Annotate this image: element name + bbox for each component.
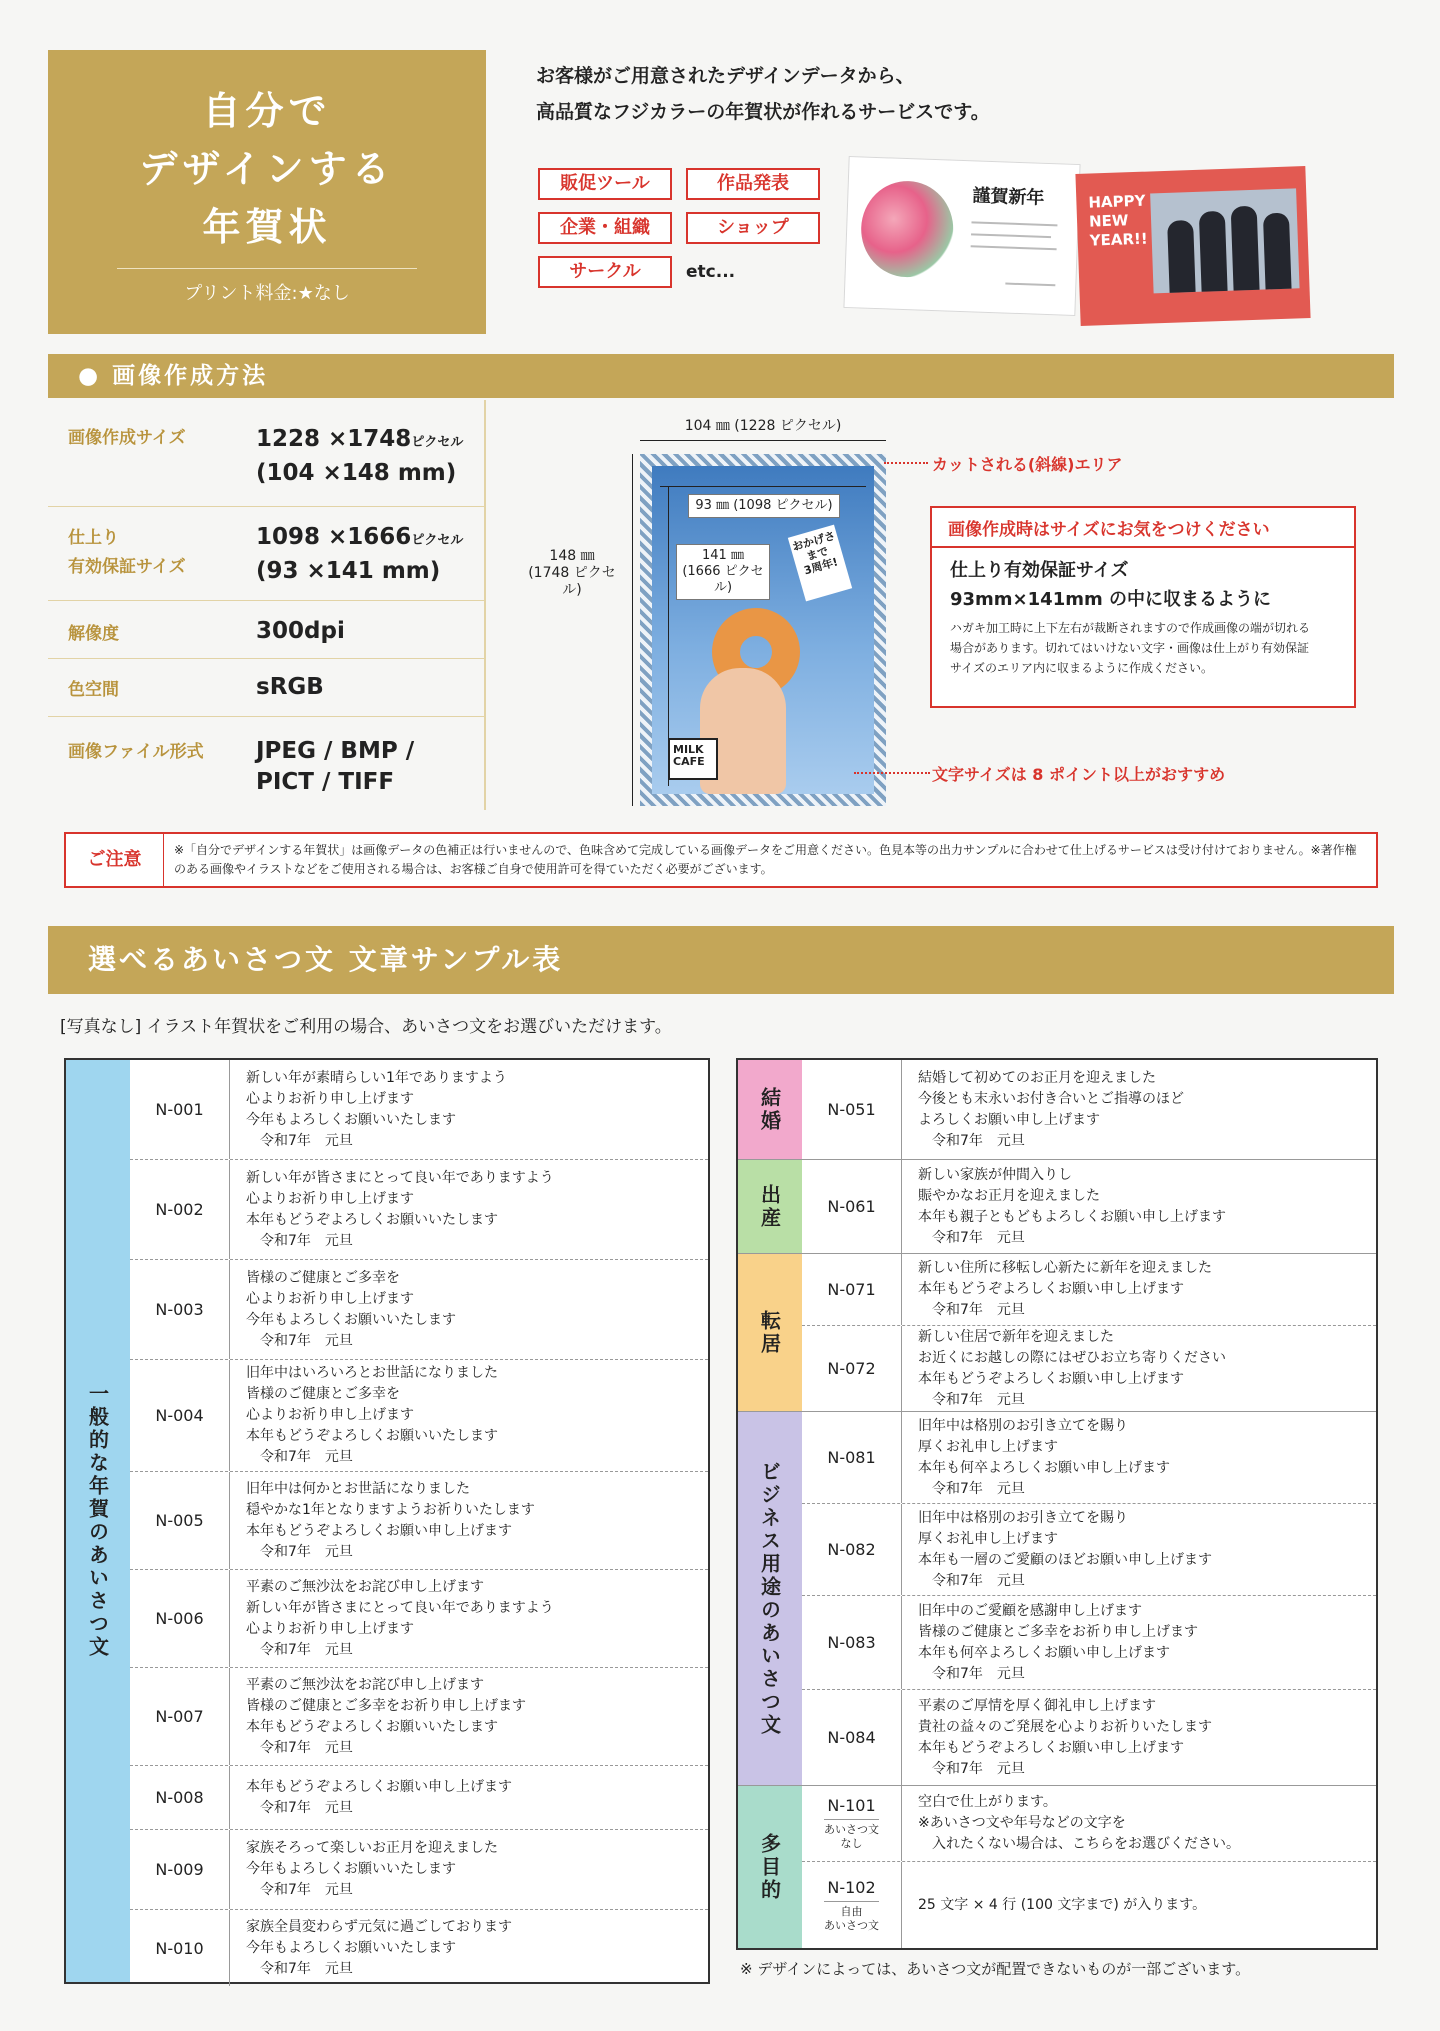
tag-promo: 販促ツール (538, 168, 672, 200)
spec-finish-mm: (93 ×141 mm) (256, 558, 441, 584)
greeting-text: 25 文字 × 4 行 (100 文字まで) が入ります。 (918, 1896, 1207, 1913)
greeting-text: 皆様のご健康とご多幸を 心よりお祈り申し上げます 今年もよろしくお願いいたします 令和7年 元旦 (246, 1269, 456, 1349)
greetings-table-special (736, 1058, 1378, 1950)
text-line (971, 233, 1051, 238)
divider (48, 506, 486, 507)
tag-company: 企業・組織 (538, 212, 672, 244)
greeting-code: N-008 (130, 1766, 230, 1829)
greeting-text: 平素のご無沙汰をお詫び申し上げます 新しい年が皆さまにとって良い年でありますよう 心よりお祈り申し上げます 令和7年 元旦 (246, 1578, 554, 1658)
greeting-code-label: N-072 (827, 1359, 876, 1378)
caution-text: ※「自分でデザインする年賀状」は画像データの色補正は行いませんので、色味含めて完成している画像データをご用意ください。色見本等の出力サンプルに合わせて仕上げるサービスは受け付けておりません。※著作権のある画像やイラストなどをご使用される場合は、お客様ご自身で使用許可を得ていただく必要がございます。 (174, 843, 1357, 876)
print-fee: プリント料金:★なし (184, 283, 350, 304)
greeting-row (130, 1160, 708, 1260)
greeting-row (130, 1830, 708, 1910)
caution-box (64, 832, 1378, 888)
greeting-code-label: N-084 (827, 1728, 876, 1747)
greeting-code (802, 1862, 902, 1948)
greetings-table-general (64, 1058, 710, 1984)
category-0: 結婚 (738, 1060, 802, 1160)
sample-card-photo (1075, 166, 1310, 326)
greeting-code: N-009 (130, 1830, 230, 1909)
dimension-line (632, 454, 633, 806)
spec-label-resolution: 解像度 (68, 624, 119, 644)
greeting-code (802, 1786, 902, 1861)
greeting-code: N-007 (130, 1668, 230, 1765)
greeting-code (802, 1160, 902, 1253)
greeting-row (130, 1360, 708, 1472)
person (1199, 211, 1228, 292)
greeting-code: N-002 (130, 1160, 230, 1259)
spec-value-resolution: 300dpi (256, 618, 345, 644)
tag-shop: ショップ (686, 212, 820, 244)
greeting-code-label: N-061 (827, 1197, 876, 1216)
spec-label-size: 画像作成サイズ (68, 428, 186, 448)
greeting-row (802, 1690, 1376, 1786)
diagram-height-label: 148 ㎜ (1748 ピクセル) (528, 548, 616, 598)
greeting-code-label: N-083 (827, 1633, 876, 1652)
milk-cafe-logo: MILK CAFE (668, 738, 718, 780)
spec-label-format: 画像ファイル形式 (68, 742, 204, 762)
person (1167, 220, 1195, 293)
divider (484, 400, 486, 810)
intro-line-1: お客様がご用意されたデザインデータから、 (536, 65, 915, 87)
greeting-code-label: N-102 (827, 1877, 876, 1897)
greeting-code: N-001 (130, 1060, 230, 1159)
size-caution-detail: ハガキ加工時に上下左右が裁断されますので作成画像の端が切れる 場合があります。切れてはいけない文字・画像は仕上がり有効保証 サイズのエリア内に収まるように作成ください。 (950, 621, 1311, 675)
person (1263, 213, 1292, 290)
greeting-row (802, 1862, 1376, 1948)
greeting-text: 旧年中のご愛顧を感謝申し上げます 皆様のご健康とご多幸をお祈り申し上げます 本年も何卒よろしくお願い申し上げます 令和7年 元旦 (918, 1602, 1198, 1682)
unit: ピクセル (411, 533, 464, 548)
greeting-row (130, 1260, 708, 1360)
inner-width-label: 93 ㎜ (1098 ピクセル) (688, 494, 840, 518)
callout-line (854, 772, 930, 774)
greeting-row (802, 1160, 1376, 1254)
greeting-text: 新しい家族が仲間入りし 賑やかなお正月を迎えました 本年も親子ともどもよろしくお願い申し上げます 令和7年 元旦 (918, 1166, 1226, 1246)
spec-label-colorspace: 色空間 (68, 680, 119, 700)
flower-illustration (860, 180, 955, 279)
tag-works: 作品発表 (686, 168, 820, 200)
dimension-line (640, 440, 886, 441)
greeting-row (802, 1786, 1376, 1862)
greeting-row (802, 1412, 1376, 1504)
greeting-text: 新しい年が素晴らしい1年でありますよう 心よりお祈り申し上げます 今年もよろしくお願いいたします 令和7年 元旦 (246, 1069, 507, 1149)
greeting-code: N-004 (130, 1360, 230, 1471)
greeting-row (802, 1504, 1376, 1596)
tag-etc: etc... (686, 262, 736, 282)
greeting-code (802, 1254, 902, 1325)
category-3: ビジネス用途のあいさつ文 (738, 1412, 802, 1786)
spec-label-finish: 仕上り 有効保証サイズ (68, 528, 186, 577)
text-line (1005, 283, 1055, 287)
service-title-panel (48, 50, 486, 334)
greeting-text: 平素のご無沙汰をお詫び申し上げます 皆様のご健康とご多幸をお祈り申し上げます 本年もどうぞよろしくお願いいたします 令和7年 元旦 (246, 1676, 526, 1756)
greeting-row (130, 1910, 708, 1986)
greeting-code (802, 1596, 902, 1689)
greeting-code-label: N-081 (827, 1448, 876, 1467)
greeting-text: 空白で仕上がります。 ※あいさつ文や年号などの文字を 入れたくない場合は、こちらをお選びください。 (918, 1794, 1240, 1852)
spec-value-size (256, 424, 463, 489)
greeting-text: 平素のご厚情を厚く御礼申し上げます 貴社の益々のご発展を心よりお祈りいたします 本年もどうぞよろしくお願い申し上げます 令和7年 元旦 (918, 1697, 1212, 1777)
spec-size-mm: (104 ×148 mm) (256, 460, 457, 486)
intro-text (536, 58, 990, 130)
title-divider (117, 268, 417, 269)
greeting-text: 旧年中は何かとお世話になりました 穏やかな1年となりますようお祈りいたします 本年もどうぞよろしくお願い申し上げます 令和7年 元旦 (246, 1480, 535, 1560)
service-title: 自分で デザインする 年賀状 (139, 89, 395, 249)
greeting-code: N-005 (130, 1472, 230, 1569)
spec-value-colorspace: sRGB (256, 674, 324, 700)
category-2: 転居 (738, 1254, 802, 1412)
size-caution-heading: 画像作成時はサイズにお気をつけください (932, 508, 1354, 548)
inner-height-label: 141 ㎜ (1666 ピクセル) (676, 544, 770, 600)
person (1231, 206, 1260, 291)
greeting-code (802, 1060, 902, 1159)
callout-line (884, 462, 928, 464)
greeting-code-label: N-082 (827, 1540, 876, 1559)
greeting-code: N-010 (130, 1910, 230, 1986)
greeting-code-label: N-071 (827, 1280, 876, 1299)
size-caution-body: 仕上り有効保証サイズ 93mm×141mm の中に収まるように (950, 560, 1271, 610)
dimension-line (668, 486, 669, 786)
greeting-text: 新しい住所に移転し心新たに新年を迎えました 本年もどうぞよろしくお願い申し上げます 令和7年 元旦 (918, 1260, 1212, 1318)
spec-finish-px: 1098 ×1666 (256, 524, 412, 550)
greeting-text: 新しい年が皆さまにとって良い年でありますよう 心よりお祈り申し上げます 本年もどうぞよろしくお願いいたします 令和7年 元旦 (246, 1169, 554, 1249)
sample-card-headline: HAPPY NEW YEAR!! (1088, 191, 1148, 250)
greeting-option: あいさつ文 なし (824, 1819, 879, 1851)
greeting-code-label: N-051 (827, 1100, 876, 1119)
spec-value-format: JPEG / BMP / PICT / TIFF (256, 738, 415, 795)
greeting-option: 自由 あいさつ文 (824, 1901, 879, 1933)
greeting-code: N-006 (130, 1570, 230, 1667)
greeting-text: 家族そろって楽しいお正月を迎えました 今年もよろしくお願いいたします 令和7年 元旦 (246, 1840, 498, 1898)
tag-circle: サークル (538, 256, 672, 288)
anniversary-badge: おかげさまで 3周年! (788, 525, 852, 602)
greeting-code: N-003 (130, 1260, 230, 1359)
section-heading-greetings: 選べるあいさつ文 文章サンプル表 (48, 926, 1394, 994)
diagram-width-label: 104 ㎜ (1228 ピクセル) (684, 418, 842, 434)
intro-line-2: 高品質なフジカラーの年賀状が作れるサービスです。 (536, 101, 990, 123)
greeting-text: 本年もどうぞよろしくお願い申し上げます 令和7年 元旦 (246, 1778, 512, 1816)
size-caution-box (930, 506, 1356, 708)
greeting-row (130, 1060, 708, 1160)
greeting-text: 旧年中はいろいろとお世話になりました 皆様のご健康とご多幸を 心よりお祈り申し上げます 本年もどうぞよろしくお願いいたします 令和7年 元旦 (246, 1365, 498, 1465)
greeting-text: 家族全員変わらず元気に過ごしております 今年もよろしくお願いいたします 令和7年 元旦 (246, 1918, 512, 1977)
text-line (971, 221, 1057, 226)
greeting-code (802, 1690, 902, 1785)
greeting-code-label: N-101 (827, 1796, 876, 1815)
greeting-code (802, 1504, 902, 1595)
greeting-text: 旧年中は格別のお引き立てを賜り 厚くお礼申し上げます 本年も何卒よろしくお願い申し上げます 令和7年 元旦 (918, 1417, 1170, 1497)
unit: ピクセル (411, 435, 464, 450)
greeting-row (802, 1596, 1376, 1690)
greetings-subheading: [写真なし] イラスト年賀状をご利用の場合、あいさつ文をお選びいただけます。 (60, 1017, 672, 1037)
greetings-footnote: ※ デザインによっては、あいさつ文が配置できないものが一部ございます。 (740, 1960, 1251, 1978)
greeting-row (130, 1472, 708, 1570)
category-4: 多目的 (738, 1786, 802, 1948)
category-general: 一般的な年賀のあいさつ文 (66, 1060, 130, 1982)
greeting-text: 新しい住居で新年を迎えました お近くにお越しの際にはぜひお立ち寄りください 本年もどうぞよろしくお願い申し上げます 令和7年 元旦 (918, 1328, 1226, 1408)
category-1: 出産 (738, 1160, 802, 1254)
sample-card-greeting: 謹賀新年 (972, 185, 1045, 209)
spec-value-finish (256, 522, 463, 587)
caution-label: ご注意 (66, 834, 164, 886)
greeting-row (130, 1570, 708, 1668)
cut-area-label: カットされる(斜線)エリア (932, 455, 1123, 474)
divider (48, 600, 486, 601)
section-heading-method: ● 画像作成方法 (48, 354, 1394, 398)
spec-size-px: 1228 ×1748 (256, 426, 412, 452)
greeting-row (802, 1254, 1376, 1326)
greeting-text: 結婚して初めてのお正月を迎えました 今後とも末永いお付き合いとご指導のほど よろしくお願い申し上げます 令和7年 元旦 (918, 1069, 1184, 1149)
sample-card-floral (843, 156, 1080, 316)
greeting-row (130, 1766, 708, 1830)
greeting-row (802, 1326, 1376, 1412)
greeting-row (802, 1060, 1376, 1160)
greeting-text: 旧年中は格別のお引き立てを賜り 厚くお礼申し上げます 本年も一層のご愛顧のほどお願い申し上げます 令和7年 元旦 (918, 1509, 1212, 1589)
text-line (971, 245, 1057, 250)
divider (48, 716, 486, 717)
greeting-code (802, 1326, 902, 1411)
font-size-note: 文字サイズは 8 ポイント以上がおすすめ (932, 765, 1226, 784)
greeting-row (130, 1668, 708, 1766)
group-photo (1150, 188, 1299, 293)
dimension-line (660, 486, 866, 487)
greeting-code (802, 1412, 902, 1503)
divider (48, 658, 486, 659)
